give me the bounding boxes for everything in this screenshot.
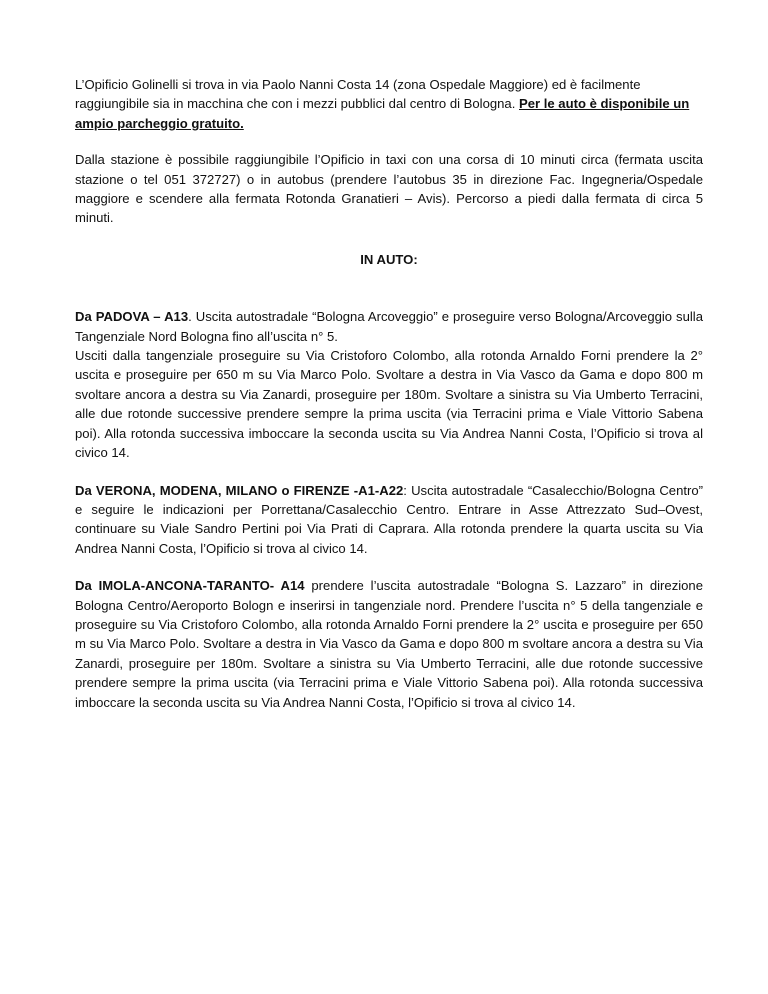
route-padova-text: . Uscita autostradale “Bologna Arcoveggio” e proseguire verso Bologna/Arcoveggio sulla Tangenziale Nord Bologna fino all’uscita n° 5. xyxy=(75,309,703,344)
route-imola-paragraph xyxy=(75,576,703,712)
route-verona-origin: Da VERONA, MODENA, MILANO o FIRENZE -A1-A22 xyxy=(75,482,404,498)
route-padova-continuation: Usciti dalla tangenziale proseguire su Via Cristoforo Colombo, alla rotonda Arnaldo Forni prendere la 2° uscita e proseguire per 650 m su Via Marco Polo. Svoltare a destra in Via Vasco da Gama e dopo 800 m svoltare ancora a destra su Via Zanardi, proseguire per 180m. Svoltare a sinistra su Via Umberto Terracini, alle due rotonde successive prendere sempre la prima uscita (via Terracini prima e Viale Vittorio Sabena poi). Alla rotonda successiva imboccare la seconda uscita su Via Andrea Nanni Costa, l’Opificio si trova al civico 14. xyxy=(75,348,703,461)
route-imola-text: prendere l’uscita autostradale “Bologna S. Lazzaro” in direzione Bologna Centro/Aeroporto Bologn e inserirsi in tangenziale nord. Prendere l’uscita n° 5 della tangenziale e proseguire su Via Cristoforo Colombo, alla rotonda Arnaldo Forni prendere la 2° uscita e proseguire per 650 m su Via Marco Polo. Svoltare a destra in Via Vasco da Gama e dopo 800 m svoltare ancora a destra su Via Zanardi, proseguire per 180m. Svoltare a sinistra su Via Umberto Terracini, alle due rotonde successive prendere sempre la prima uscita (via Terracini prima e Viale Vittorio Sabena poi). Alla rotonda successiva imboccare la seconda uscita su Via Andrea Nanni Costa, l’Opificio si trova al civico 14. xyxy=(75,578,703,710)
document-page xyxy=(75,75,703,712)
by-car-heading: IN AUTO: xyxy=(360,251,418,267)
intro-paragraph xyxy=(75,75,703,133)
route-verona-paragraph xyxy=(75,481,703,559)
route-padova-paragraph xyxy=(75,307,703,462)
station-directions-paragraph: Dalla stazione è possibile raggiungibile l’Opificio in taxi con una corsa di 10 minuti circa (fermata uscita stazione o tel 051 372727) o in autobus (prendere l’autobus 35 in direzione Fac. Ingegneria/Ospedale maggiore e scendere alla fermata Rotonda Granatieri – Avis). Percorso a piedi dalla fermata di circa 5 minuti. xyxy=(75,152,703,226)
intro-text: L’Opificio Golinelli si trova in via Paolo Nanni Costa 14 (zona Ospedale Maggiore) ed è facilmente raggiungibile sia in macchina che con i mezzi pubblici dal centro di Bologna. xyxy=(75,77,641,112)
parking-note: Per le auto è disponibile un ampio parcheggio gratuito. xyxy=(75,96,690,131)
route-verona-text: : Uscita autostradale “Casalecchio/Bologna Centro” e seguire le indicazioni per Porrettana/Casalecchio Centro. Entrare in Asse Attrezzato Sud–Ovest, continuare su Viale Sandro Pertini poi Via Prati di Caprara. Alla rotonda prendere la quarta uscita su Via Andrea Nanni Costa, l’Opificio si trova al civico 14. xyxy=(75,482,704,556)
route-padova-origin: Da PADOVA – A13 xyxy=(75,309,189,325)
route-imola-origin: Da IMOLA-ANCONA-TARANTO- A14 xyxy=(75,578,305,594)
